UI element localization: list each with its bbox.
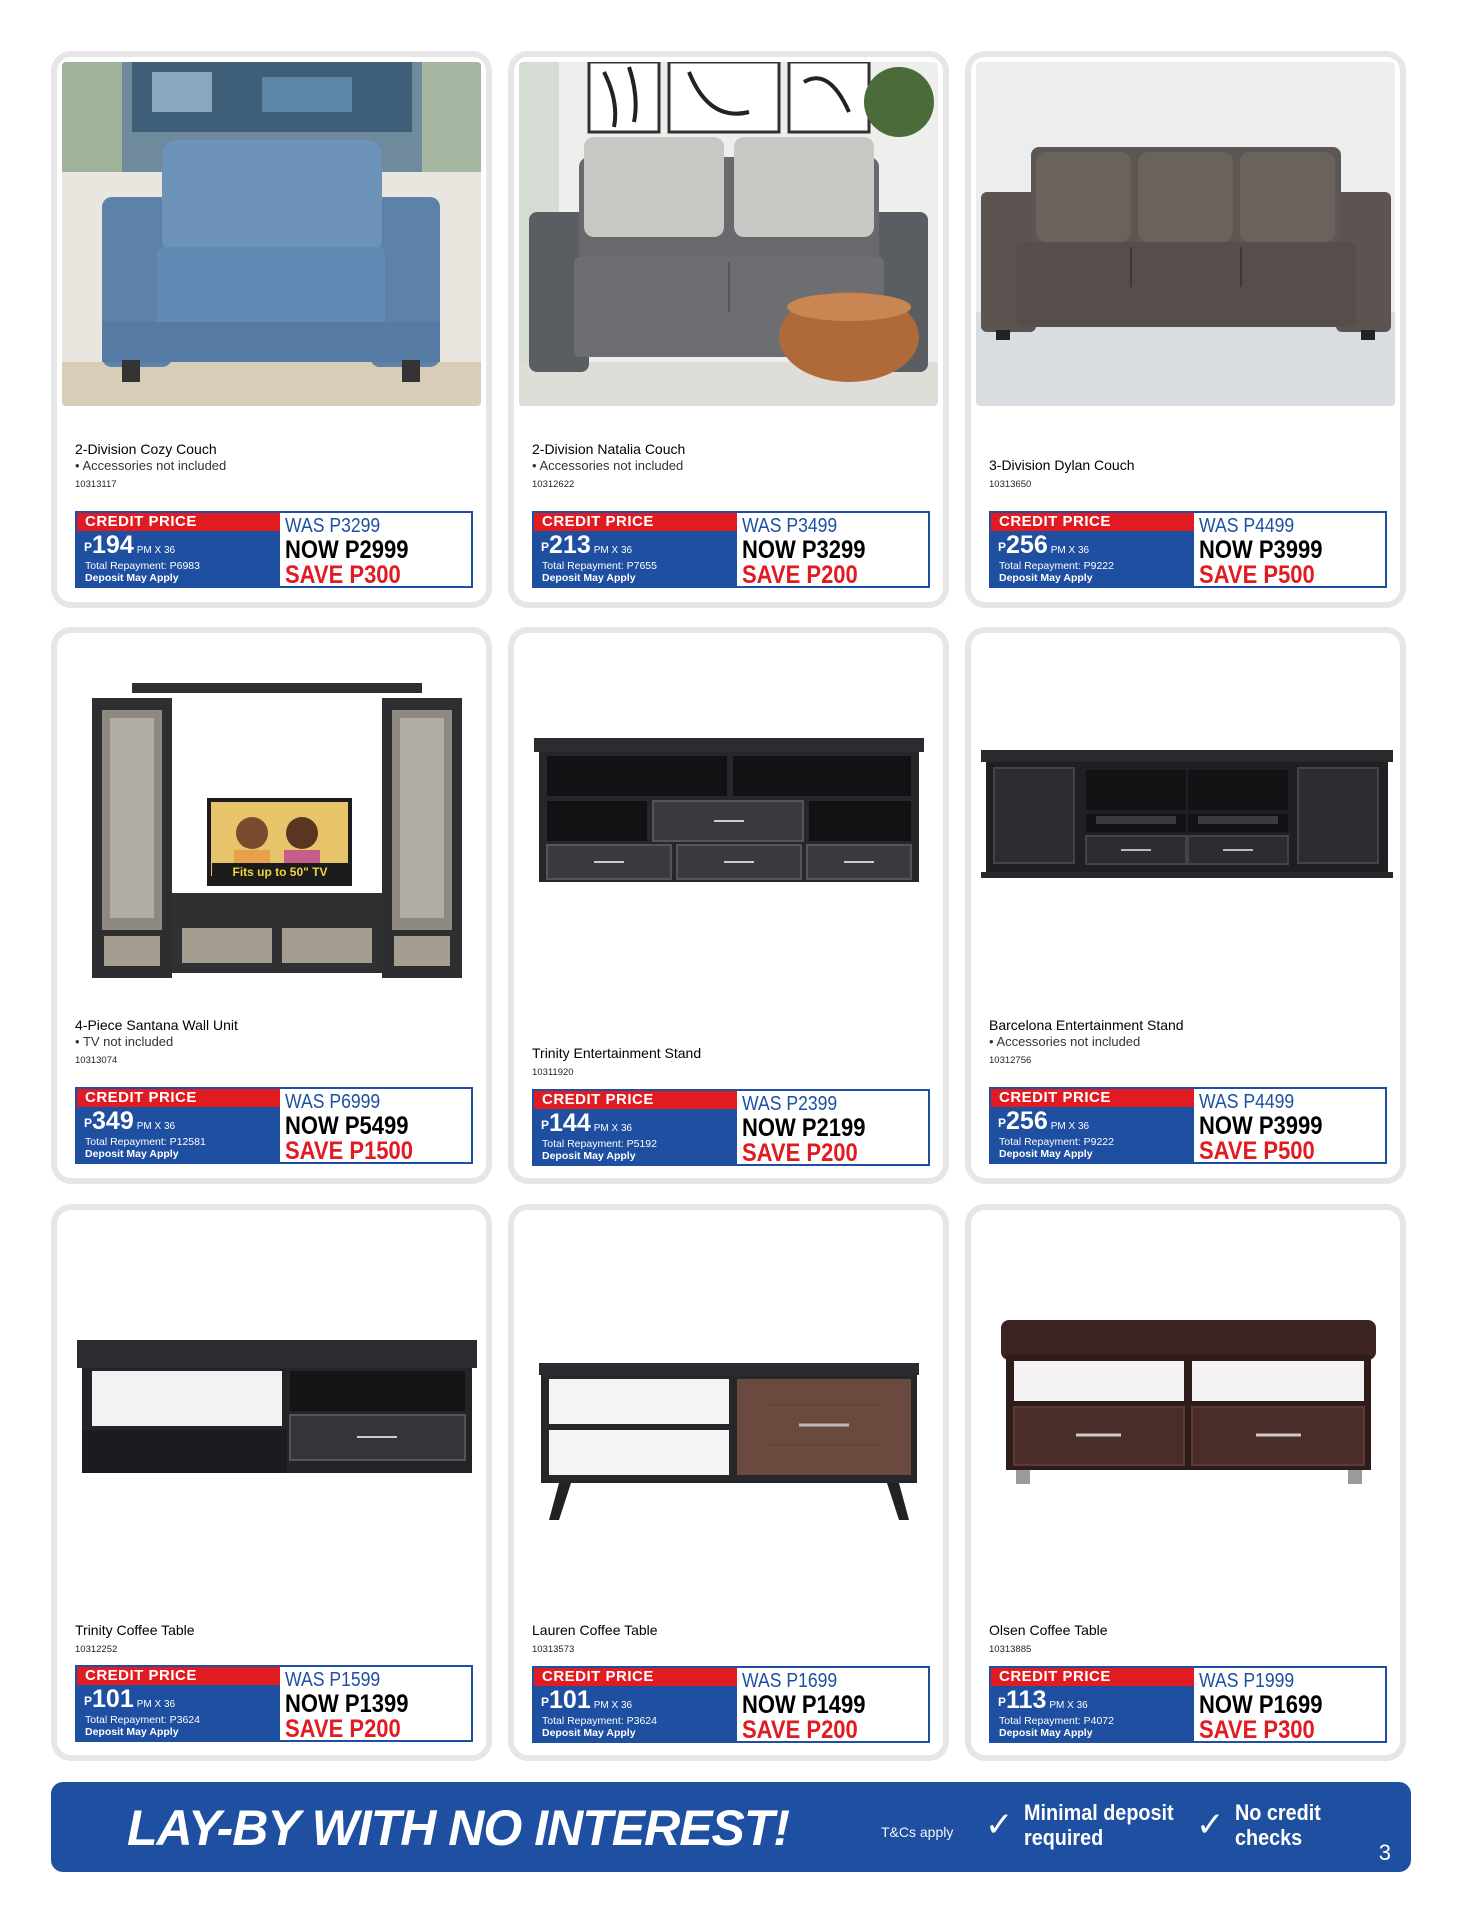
monthly-amount: $^P$144 PM X 36 xyxy=(541,1109,633,1137)
total-repayment: Total Repayment: P3624 xyxy=(542,1715,657,1727)
total-repayment: Total Repayment: P9222 xyxy=(999,1136,1114,1148)
total-repayment: Total Repayment: P6983 xyxy=(85,560,200,572)
deposit-note: Deposit May Apply xyxy=(85,572,179,584)
credit-price-panel xyxy=(534,1091,737,1164)
deposit-note: Deposit May Apply xyxy=(85,1148,179,1160)
was-price: WAS P6999 xyxy=(285,1091,381,1113)
monthly-amount: $^P$256 PM X 36 xyxy=(998,1107,1090,1135)
product-card-natalia-couch xyxy=(508,51,949,608)
cash-price-panel xyxy=(737,513,928,589)
price-box xyxy=(75,1087,473,1164)
product-note: • Accessories not included xyxy=(532,458,925,474)
now-price: NOW P2199 xyxy=(742,1114,866,1142)
credit-price-panel xyxy=(534,1668,737,1741)
save-amount: SAVE P300 xyxy=(285,561,401,589)
total-repayment: Total Repayment: P3624 xyxy=(85,1714,200,1726)
monthly-amount: $^P$194 PM X 36 xyxy=(84,531,176,559)
was-price: WAS P4499 xyxy=(1199,515,1295,537)
monthly-amount: $^P$213 PM X 36 xyxy=(541,531,633,559)
product-image xyxy=(976,62,1395,406)
product-card-santana-wall-unit xyxy=(51,627,492,1184)
credit-price-panel xyxy=(77,1667,280,1740)
monthly-amount: $^P$113 PM X 36 xyxy=(998,1686,1088,1714)
now-price: NOW P5499 xyxy=(285,1112,409,1140)
credit-price-panel xyxy=(77,1089,280,1162)
was-price: WAS P4499 xyxy=(1199,1091,1295,1113)
monthly-amount: $^P$101 PM X 36 xyxy=(84,1685,176,1713)
save-amount: SAVE P500 xyxy=(1199,1137,1315,1165)
credit-price-label: CREDIT PRICE xyxy=(991,1668,1194,1686)
save-amount: SAVE P500 xyxy=(1199,561,1315,589)
product-image xyxy=(62,638,481,982)
cash-price-panel xyxy=(1194,1668,1385,1744)
terms-note: T&Cs apply xyxy=(881,1824,954,1840)
checkmark-icon: ✓ xyxy=(985,1806,1014,1844)
product-name: Barcelona Entertainment Stand xyxy=(989,1017,1184,1033)
credit-price-label: CREDIT PRICE xyxy=(534,1668,737,1686)
save-amount: SAVE P200 xyxy=(742,1139,858,1167)
product-card-cozy-couch xyxy=(51,51,492,608)
product-name: Trinity Entertainment Stand xyxy=(532,1045,702,1061)
cash-price-panel xyxy=(737,1091,928,1167)
feature-no-credit-checks xyxy=(1196,1800,1330,1850)
product-name: 2-Division Natalia Couch xyxy=(532,441,686,457)
feature-text: checks xyxy=(1234,1825,1302,1850)
credit-price-panel xyxy=(534,513,737,586)
product-card-olsen-coffee-table xyxy=(965,1204,1406,1761)
page-number: 3 xyxy=(1378,1840,1391,1865)
was-price: WAS P1599 xyxy=(285,1669,381,1691)
monthly-amount: $^P$101 PM X 36 xyxy=(541,1686,633,1714)
feature-text: required xyxy=(1023,1825,1103,1850)
checkmark-icon: ✓ xyxy=(1196,1806,1225,1844)
product-code: 10313117 xyxy=(75,479,117,490)
product-code: 10312622 xyxy=(532,479,575,490)
product-card-barcelona-entertainment-stand xyxy=(965,627,1406,1184)
credit-price-label: CREDIT PRICE xyxy=(991,513,1194,531)
cash-price-panel xyxy=(1194,1089,1385,1165)
credit-price-label: CREDIT PRICE xyxy=(77,513,280,531)
total-repayment: Total Repayment: P4072 xyxy=(999,1715,1114,1727)
credit-price-label: CREDIT PRICE xyxy=(534,513,737,531)
price-box xyxy=(532,1666,930,1743)
save-amount: SAVE P200 xyxy=(742,1716,858,1744)
was-price: WAS P3299 xyxy=(285,515,381,537)
product-card-lauren-coffee-table xyxy=(508,1204,949,1761)
feature-text: No credit xyxy=(1234,1800,1321,1825)
cash-price-panel xyxy=(280,513,471,589)
price-box xyxy=(75,1665,473,1742)
was-price: WAS P2399 xyxy=(742,1093,838,1115)
lay-by-banner xyxy=(51,1782,1411,1872)
cash-price-panel xyxy=(737,1668,928,1744)
price-box xyxy=(989,1087,1387,1164)
save-amount: SAVE P1500 xyxy=(285,1137,414,1165)
product-name: 2-Division Cozy Couch xyxy=(75,441,217,457)
price-box xyxy=(532,1089,930,1166)
product-note: • Accessories not included xyxy=(75,458,468,474)
save-amount: SAVE P200 xyxy=(285,1715,401,1743)
deposit-note: Deposit May Apply xyxy=(85,1726,179,1738)
cash-price-panel xyxy=(280,1089,471,1165)
product-note: • Accessories not included xyxy=(989,1034,1382,1050)
deposit-note: Deposit May Apply xyxy=(542,1150,636,1162)
total-repayment: Total Repayment: P12581 xyxy=(85,1136,206,1148)
credit-price-panel xyxy=(77,513,280,586)
save-amount: SAVE P200 xyxy=(742,561,858,589)
price-box xyxy=(989,1666,1387,1743)
product-image xyxy=(976,638,1395,982)
product-card-trinity-coffee-table xyxy=(51,1204,492,1761)
product-name: Lauren Coffee Table xyxy=(532,1622,658,1638)
product-name: 4-Piece Santana Wall Unit xyxy=(75,1017,238,1033)
now-price: NOW P3299 xyxy=(742,536,866,564)
deposit-note: Deposit May Apply xyxy=(999,572,1093,584)
now-price: NOW P1399 xyxy=(285,1690,409,1718)
product-image xyxy=(519,62,938,406)
credit-price-label: CREDIT PRICE xyxy=(534,1091,737,1109)
credit-price-label: CREDIT PRICE xyxy=(77,1667,280,1685)
product-code: 10313074 xyxy=(75,1055,118,1066)
total-repayment: Total Repayment: P7655 xyxy=(542,560,657,572)
product-code: 10312252 xyxy=(75,1644,118,1655)
credit-price-panel xyxy=(991,513,1194,586)
monthly-amount: $^P$256 PM X 36 xyxy=(998,531,1090,559)
now-price: NOW P1699 xyxy=(1199,1691,1323,1719)
deposit-note: Deposit May Apply xyxy=(999,1148,1093,1160)
product-card-trinity-entertainment-stand xyxy=(508,627,949,1184)
tv-caption: Fits up to 50" TV xyxy=(232,865,328,879)
price-box xyxy=(532,511,930,588)
product-note: • TV not included xyxy=(75,1034,468,1050)
credit-price-label: CREDIT PRICE xyxy=(991,1089,1194,1107)
product-name: Trinity Coffee Table xyxy=(75,1622,195,1638)
credit-price-label: CREDIT PRICE xyxy=(77,1089,280,1107)
banner-title: LAY-BY WITH NO INTEREST! xyxy=(127,1800,790,1856)
product-code: 10313573 xyxy=(532,1644,575,1655)
cash-price-panel xyxy=(1194,513,1385,589)
product-code: 10311920 xyxy=(532,1067,574,1078)
credit-price-panel xyxy=(991,1668,1194,1741)
product-image xyxy=(519,1215,938,1559)
product-name: Olsen Coffee Table xyxy=(989,1622,1108,1638)
now-price: NOW P3999 xyxy=(1199,536,1323,564)
product-image xyxy=(62,62,481,406)
product-card-dylan-couch xyxy=(965,51,1406,608)
was-price: WAS P1999 xyxy=(1199,1670,1295,1692)
total-repayment: Total Repayment: P9222 xyxy=(999,560,1114,572)
feature-minimal-deposit xyxy=(985,1800,1190,1850)
now-price: NOW P2999 xyxy=(285,536,409,564)
product-code: 10313885 xyxy=(989,1644,1032,1655)
deposit-note: Deposit May Apply xyxy=(999,1727,1093,1739)
product-image xyxy=(519,638,938,982)
deposit-note: Deposit May Apply xyxy=(542,572,636,584)
was-price: WAS P3499 xyxy=(742,515,838,537)
price-box xyxy=(75,511,473,588)
product-code: 10312756 xyxy=(989,1055,1032,1066)
cash-price-panel xyxy=(280,1667,471,1743)
credit-price-panel xyxy=(991,1089,1194,1162)
total-repayment: Total Repayment: P5192 xyxy=(542,1138,657,1150)
product-name: 3-Division Dylan Couch xyxy=(989,457,1135,473)
monthly-amount: $^P$349 PM X 36 xyxy=(84,1107,176,1135)
now-price: NOW P1499 xyxy=(742,1691,866,1719)
price-box xyxy=(989,511,1387,588)
product-image xyxy=(62,1215,481,1559)
was-price: WAS P1699 xyxy=(742,1670,838,1692)
deposit-note: Deposit May Apply xyxy=(542,1727,636,1739)
now-price: NOW P3999 xyxy=(1199,1112,1323,1140)
product-image xyxy=(976,1215,1395,1559)
feature-text: Minimal deposit xyxy=(1023,1800,1174,1825)
product-code: 10313650 xyxy=(989,479,1032,490)
save-amount: SAVE P300 xyxy=(1199,1716,1315,1744)
